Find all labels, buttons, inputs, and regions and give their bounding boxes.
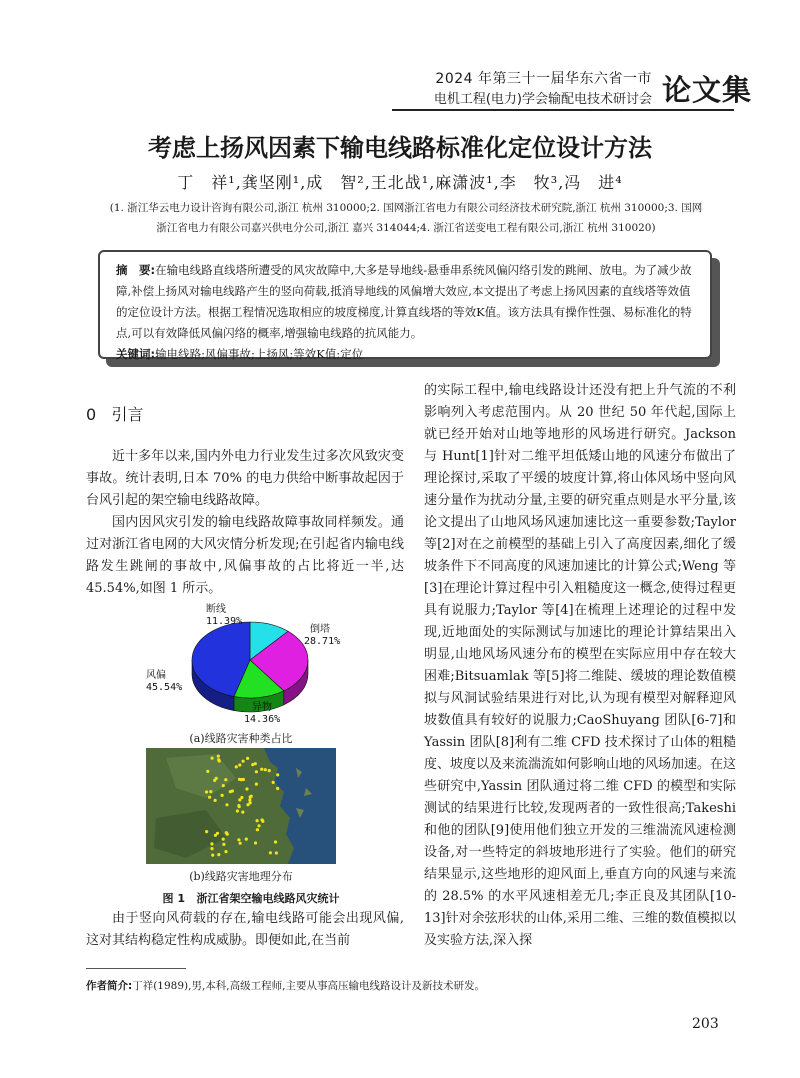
left-column-bottom <box>86 908 404 952</box>
incident-marker <box>238 763 241 766</box>
incident-marker <box>241 811 244 814</box>
incident-marker <box>211 854 214 857</box>
incident-marker <box>210 847 213 850</box>
incident-marker <box>229 790 232 793</box>
incident-marker <box>235 765 238 768</box>
pie-label-name-倒塔: 倒塔 <box>310 624 330 635</box>
incident-marker <box>206 770 209 773</box>
incident-marker <box>211 757 214 760</box>
incident-marker <box>217 755 220 758</box>
incident-marker <box>222 843 225 846</box>
affiliations <box>92 198 720 238</box>
incident-marker <box>240 796 243 799</box>
header-rule <box>392 109 734 111</box>
incident-marker <box>245 838 248 841</box>
footnote-text: 丁祥(1989),男,本科,高级工程师,主要从事高压输电线路设计及新技术研发。 <box>132 980 485 992</box>
incident-marker <box>222 838 225 841</box>
pie-label-name-断线: 断线 <box>206 604 226 615</box>
incident-marker <box>248 799 251 802</box>
incident-marker <box>215 777 218 780</box>
incident-marker <box>214 834 217 837</box>
incident-marker <box>239 842 242 845</box>
incident-marker <box>260 768 263 771</box>
pie-label-value-风偏: 45.54% <box>146 682 183 693</box>
incident-marker <box>225 803 228 806</box>
incident-marker <box>205 790 208 793</box>
page-number: 203 <box>692 1016 719 1032</box>
keywords <box>116 344 701 365</box>
incident-marker <box>254 841 257 844</box>
abstract-text: 在输电线路直线塔所遭受的风灾故障中,大多是导地线-悬垂串系统风偏闪络引发的跳闸、放电。为了减少故障,补偿上扬风对输电线路产生的竖向荷载,抵消导地线的风偏增大效应,本文提出了考虑上扬风因素的直线塔等效值的定位设计方法。根据工程情况选取相应的坡度梯度,计算直线塔的等效K值。该方法具有操作性强、易标准化的特点,可以有效降低风偏闪络的概率,增强输电线路的抗风能力。 <box>116 263 692 340</box>
left-paragraph-2: 国内因风灾引发的输电线路故障事故同样频发。通过对浙江省电网的大风灾情分析发现;在引起省内输电线路发生跳闸的事故中,风偏事故的占比将近一半,达 45.54%,如图 1 所示。 <box>86 515 404 596</box>
incident-marker <box>249 801 252 804</box>
conference-title-line1: 2024 年第三十一届华东六省一市 <box>435 71 652 87</box>
incident-marker <box>238 798 241 801</box>
incident-marker <box>236 809 239 812</box>
incident-marker <box>246 757 249 760</box>
incident-marker <box>240 778 243 781</box>
pie-label-value-异物: 14.36% <box>244 714 281 725</box>
left-paragraph-3: 由于竖向风荷载的存在,输电线路可能会出现风偏,这对其结构稳定性构成威胁。即便如此,在当前 <box>86 911 404 948</box>
incident-marker <box>237 804 240 807</box>
footnote-label: 作者简介: <box>86 980 133 992</box>
pie-label-name-异物: 异物 <box>252 702 272 713</box>
incident-marker <box>274 840 277 843</box>
incident-marker <box>256 828 259 831</box>
right-column <box>424 380 736 952</box>
figure-caption-b: (b)线路灾害地理分布 <box>189 870 293 883</box>
conference-title-line2: 电机工程(电力)学会输配电技术研讨会 <box>433 92 652 107</box>
incident-marker <box>255 783 258 786</box>
author-bio-footnote <box>86 978 485 993</box>
incident-marker <box>214 799 217 802</box>
incident-marker <box>272 781 275 784</box>
right-paragraph: 的实际工程中,输电线路设计还没有把上升气流的不利影响列入考虑范围内。从 20 世纪 50 年代起,国际上就已经开始对山地等地形的风场进行研究。Jackson 与 Hunt[1]针对二维平坦低矮山地的风速分布做出了理论探讨,采取了平缓的坡度计算,将山体风场中竖向风速分量作为扰动分量,主要的研究重点则是水平分量,该论文提出了山地风场风速加速比这一重要参数;Taylor 等[2]对在之前模型的基础上引入了高度因素,细化了缓坡条件下不同高度的风速加速比的计算公式;Weng 等[3]在理论计算过程中引入粗糙度这一概念,使得过程更具有说服力;Taylor 等[4]在梳理上述理论的过程中发现,近地面处的实际测试与加速比的理论计算结果出入明显,山地风场风速分布的模型在实际应用中存在较大困难;Bitsuamlak 等[5]将二维陡、缓坡的理论数值模拟与风洞试验结果进行对比,认为现有模型对解释迎风坡数值具有较好的说服力;CaoShuyang 团队[6-7]和 Yassin 团队[8]利有二维 CFD 技术探讨了山体的粗糙度、坡度以及来流湍流如何影响山地的风场加速。在这些研究中,Yassin 团队通过将二维 CFD 的模型和实际测试的结果进行比较,发现两者的一致性很高;Takeshi 和他的团队[9]使用他们独立开发的三维湍流风速检测设备,对一些特定的斜坡地形进行了实验。他们的研究结果显示,这些地形的迎风面上,垂直方向的风速与来流的 28.5% 的水平风速相差无几;李正良及其团队[10-13]针对余弦形状的山体,采用二维、三维的数值模拟以及实验方法,深入探 <box>424 383 737 948</box>
pie-label-name-风偏: 风偏 <box>146 670 166 681</box>
footnote-rule <box>86 968 186 969</box>
section-title: 引言 <box>111 405 144 424</box>
incident-marker <box>217 758 220 761</box>
affiliations-line-2: 浙江省电力有限公司嘉兴供电分公司,浙江 嘉兴 314044;4. 浙江省送变电工程有限公司,浙江 杭州 310020) <box>156 222 656 234</box>
incident-marker <box>250 795 253 798</box>
keywords-label: 关键词: <box>116 347 156 361</box>
disaster-geographic-map <box>146 748 336 864</box>
left-paragraph-1: 近十多年以来,国内外电力行业发生过多次风致灾变事故。统计表明,日本 70% 的电力供给中断事故起因于台风引起的架空输电线路故障。 <box>86 449 404 508</box>
keywords-text: 输电线路;风偏事故;上扬风;等效K值;定位 <box>155 347 364 361</box>
incident-marker <box>224 778 227 781</box>
incident-marker <box>224 850 227 853</box>
left-column-top <box>86 446 404 600</box>
incident-marker <box>222 784 225 787</box>
paper-title: 考虑上扬风因素下输电线路标准化定位设计方法 <box>148 134 652 162</box>
disaster-type-pie-chart <box>140 598 350 730</box>
pie-label-value-断线: 11.39% <box>206 616 243 627</box>
incident-marker <box>237 838 240 841</box>
map-image <box>146 748 336 864</box>
proceedings-badge: 论文集 <box>662 73 753 107</box>
figure-title-text: 浙江省架空输电线路风灾统计 <box>196 892 340 905</box>
incident-marker <box>210 842 213 845</box>
pie-slices <box>192 622 308 712</box>
incident-marker <box>225 831 228 834</box>
incident-marker <box>276 787 279 790</box>
incident-marker <box>217 853 220 856</box>
incident-marker <box>245 787 248 790</box>
section-heading <box>86 402 143 425</box>
incident-marker <box>257 824 260 827</box>
incident-marker <box>242 760 245 763</box>
incident-marker <box>268 769 271 772</box>
figure-number: 图 1 <box>162 892 185 905</box>
incident-marker <box>205 830 208 833</box>
abstract-label: 摘 要: <box>116 263 156 277</box>
incident-marker <box>209 790 212 793</box>
affiliations-line-1: (1. 浙江华云电力设计咨询有限公司,浙江 杭州 310000;2. 国网浙江省电力有限公司经济技术研究院,浙江 杭州 310000;3. 国网 <box>109 202 703 214</box>
pie-label-value-倒塔: 28.71% <box>304 636 341 647</box>
incident-marker <box>255 770 258 773</box>
author-list: 丁 祥¹,龚坚刚¹,成 智²,王北战¹,麻潇波¹,李 牧³,冯 进⁴ <box>177 173 623 192</box>
incident-marker <box>275 851 278 854</box>
incident-marker <box>261 818 264 821</box>
incident-marker <box>264 768 267 771</box>
abstract-body <box>116 260 701 344</box>
incident-marker <box>221 794 224 797</box>
figure-caption-a: (a)线路灾害种类占比 <box>189 732 293 745</box>
figure-title <box>146 890 356 906</box>
section-number: 0 <box>86 405 97 424</box>
abstract <box>116 260 701 365</box>
incident-marker <box>251 763 254 766</box>
incident-marker <box>208 796 211 799</box>
incident-marker <box>276 773 279 776</box>
incident-marker <box>269 851 272 854</box>
incident-marker <box>256 819 259 822</box>
